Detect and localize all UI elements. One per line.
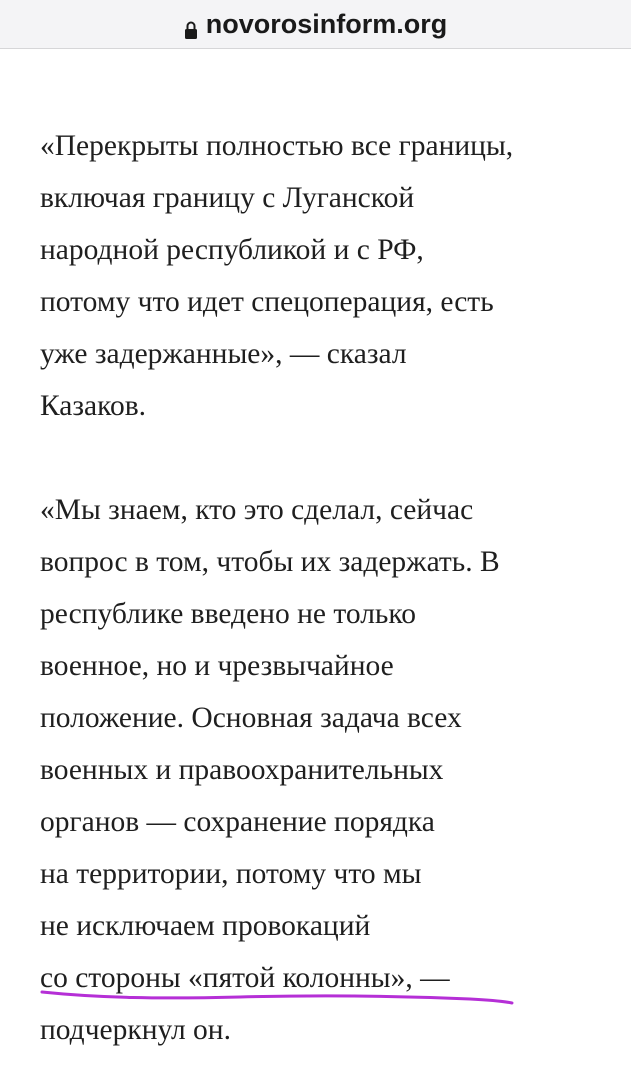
- text-line: республике введено не только: [40, 598, 416, 630]
- highlighted-phrase-wrap: [40, 952, 405, 1004]
- text-line: подчеркнул он.: [40, 1014, 231, 1046]
- article-body: [40, 120, 610, 1056]
- url-domain: novorosinform.org: [205, 8, 448, 39]
- text-line: положение. Основная задача всех: [40, 702, 462, 734]
- text-fragment: , —: [405, 962, 450, 994]
- quote-paragraph-1: [40, 120, 610, 432]
- highlighted-text-line: [40, 952, 610, 1004]
- address-bar[interactable]: [0, 0, 631, 49]
- highlighted-phrase: со стороны «пятой колонны»: [40, 962, 406, 994]
- quote-paragraph-2: [40, 484, 610, 1056]
- text-line: не исключаем провокаций: [40, 910, 371, 942]
- text-line: вопрос в том, чтобы их задержать. В: [40, 546, 500, 578]
- text-line: включая границу с Луганской: [40, 182, 415, 214]
- text-line: «Мы знаем, кто это сделал, сейчас: [40, 494, 474, 526]
- text-line: органов — сохранение порядка: [40, 806, 435, 838]
- paragraph-spacer: [40, 432, 610, 484]
- text-line: народной республикой и с РФ,: [40, 234, 424, 266]
- text-line: уже задержанные», — сказал: [40, 338, 407, 370]
- text-line: Казаков.: [40, 390, 147, 422]
- text-line: потому что идет спецоперация, есть: [40, 286, 494, 318]
- text-line: «Перекрыты полностью все границы,: [40, 130, 514, 162]
- lock-icon: [184, 16, 198, 36]
- text-line: военное, но и чрезвычайное: [40, 650, 394, 682]
- text-line: на территории, потому что мы: [40, 858, 422, 890]
- text-line: военных и правоохранительных: [40, 754, 444, 786]
